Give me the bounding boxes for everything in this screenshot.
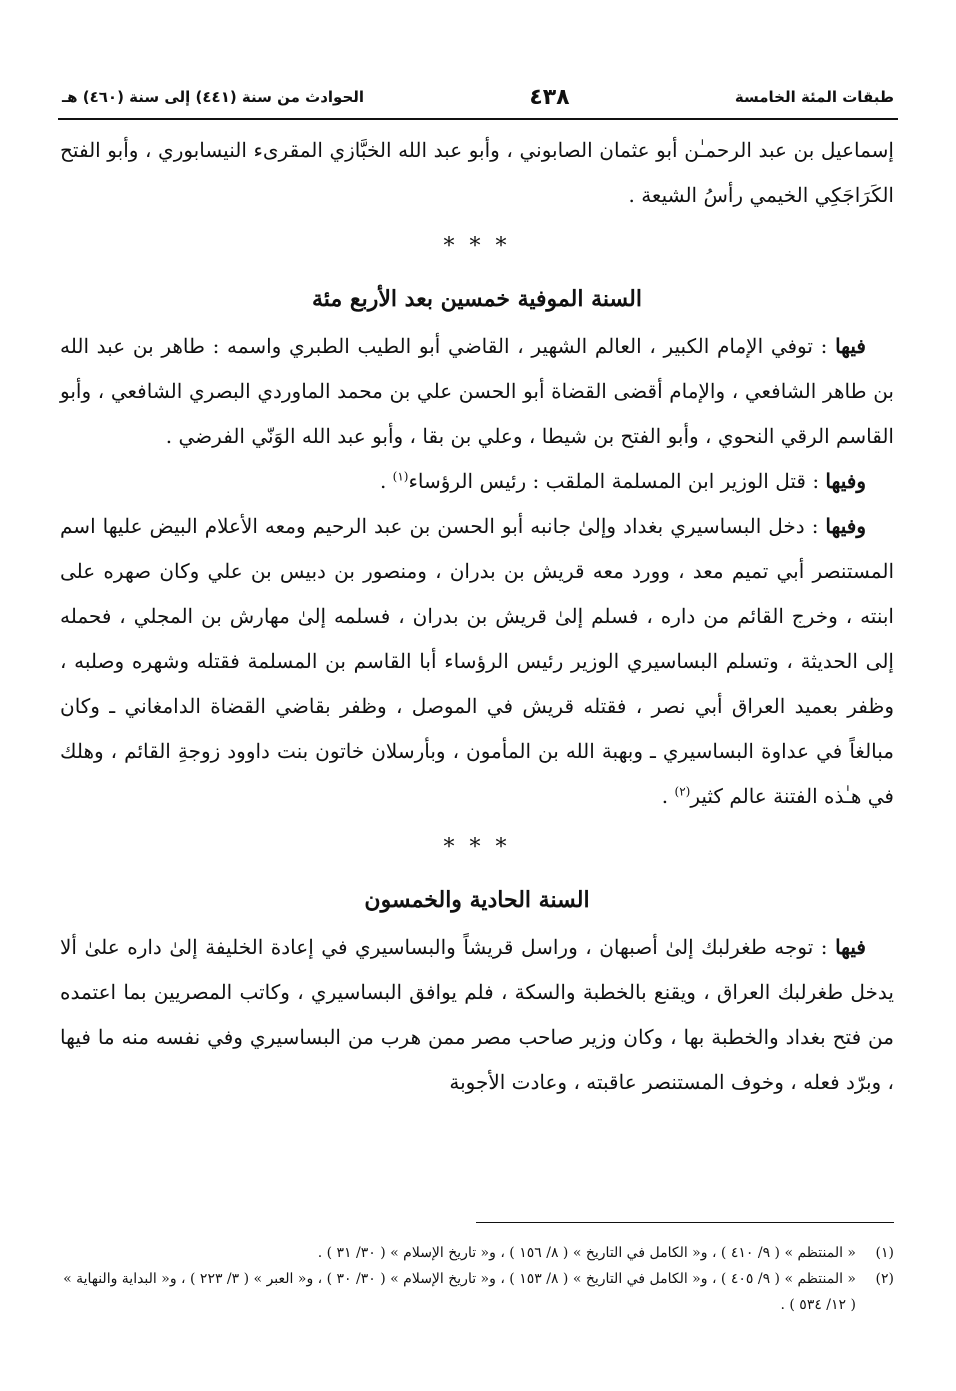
paragraph-text: : توجه طغرلبك إلىٰ أصبهان ، وراسل قريشاً والبساسيري في إعادة الخليفة إلىٰ داره علىٰ ألا يدخل طغرلبك العراق ، ويقنع بالخطبة والسكة ، فلم يوافق البساسيري ، وكاتب المصريين بما اعتمده من فتح بغداد والخطبة بها ، وكان وزير صاحب مصر ممن هرب من البساسيري وفي نفسه منه ما فيها ، وبرّد فعله ، وخوف المستنصر عاقبته ، وعادت الأجوبة — [60, 935, 894, 1094]
intro-paragraph: إسماعيل بن عبد الرحمـٰن أبو عثمان الصابوني ، وأبو عبد الله الخبَّازي المقرىء النيسابوري ، وأبو الفتح الكَرَاجَكِي الخيمي رأسُ الشيعة . — [60, 138, 894, 207]
paragraph-450-basasiri — [60, 504, 894, 819]
paragraph-end: . — [379, 469, 393, 493]
paragraph-end: . — [661, 784, 675, 808]
paragraph-450-deaths — [60, 324, 894, 459]
footnote-text: « المنتظم » ( ٩/ ٤٠٥ ) ، و« الكامل في التاريخ » ( ٨/ ١٥٣ ) ، و« تاريخ الإسلام » ( ٣٠/ ٣٠ ) ، و« العبر » ( ٣/ ٢٢٣ ) ، و« البداية والنهاية » ( ١٢/ ٥٣٤ ) . — [63, 1271, 856, 1313]
paragraph-text: : دخل البساسيري بغداد وإلىٰ جانبه أبو الحسن بن عبد الرحيم ومعه الأعلام البيض عليها اسم المستنصر أبي تميم معد ، وورد معه قريش بن بدران ، ومنصور بن دبيس بن علي وكان صهره على ابنته ، وخرج القائم من داره ، فسلم إلىٰ قريش بن بدران ، فسلمه إلىٰ مهارش بن المجلي ، فحمله إلى الحديثة ، وتسلم البساسيري الوزير رئيس الرؤساء أبا القاسم بن المسلمة فقتله وشهره وصلبه ، وظفر بعميد العراق أبي نصر ، فقتله قريش في الموصل ، وظفر بقاضي القضاة الدامغاني ـ وكان مبالغاً في عداوة البساسيري ـ وبهبة الله بن المأمون ، وبأرسلان خاتون بنت داوود زوجةِ القائم ، وهلك في هـٰذه الفتنة عالم كثير — [60, 514, 894, 808]
footnote-marker-1[interactable]: (١) — [392, 469, 409, 484]
footnote-text: « المنتظم » ( ٩/ ٤١٠ ) ، و« الكامل في التاريخ » ( ٨/ ١٥٦ ) ، و« تاريخ الإسلام » ( ٣٠/ ٣١ ) . — [317, 1245, 856, 1261]
paragraph-text: : توفي الإمام الكبير ، العالم الشهير ، القاضي أبو الطيب الطبري واسمه : طاهر بن عبد الله بن طاهر الشافعي ، والإمام أقضى القضاة أبو الحسن علي بن محمد الماوردي البصري الشافعي ، وأبو القاسم الرقي النحوي ، وأبو الفتح بن شيطا ، وعلي بن بقا ، وأبو عبد الله الوَنّي الفرضي . — [60, 334, 894, 448]
footnote-2 — [62, 1266, 894, 1318]
separator-stars: * * * — [443, 234, 511, 259]
section-heading-451: السنة الحادية والخمسون — [364, 887, 590, 913]
footnote-number: (١) — [875, 1245, 894, 1261]
section-heading-450: السنة الموفية خمسين بعد الأربع مئة — [312, 286, 642, 312]
paragraph-451-tughril — [60, 925, 894, 1105]
section-title: الحوادث من سنة (٤٤١) إلى سنة (٤٦٠) هـ — [62, 88, 365, 106]
footnote-rule — [476, 1222, 894, 1223]
footnote-number: (٢) — [875, 1271, 894, 1287]
header-rule — [58, 118, 898, 120]
main-text — [60, 128, 894, 1105]
footnote-1 — [62, 1240, 894, 1266]
paragraph-text: : قتل الوزير ابن المسلمة الملقب : رئيس الرؤساء — [408, 469, 826, 493]
paragraph-450-vizier — [60, 459, 894, 504]
separator-stars: * * * — [443, 835, 511, 860]
footnotes — [62, 1240, 894, 1318]
running-header — [62, 80, 894, 114]
paragraph-lead: فيها — [835, 334, 866, 358]
footnote-marker-2[interactable]: (٢) — [674, 784, 691, 799]
paragraph-lead: فيها — [835, 935, 866, 959]
book-title: طبقات المئة الخامسة — [734, 88, 894, 106]
paragraph-lead: وفيها — [825, 514, 866, 538]
page-number: ٤٣٨ — [529, 84, 570, 110]
paragraph-lead: وفيها — [825, 469, 866, 493]
